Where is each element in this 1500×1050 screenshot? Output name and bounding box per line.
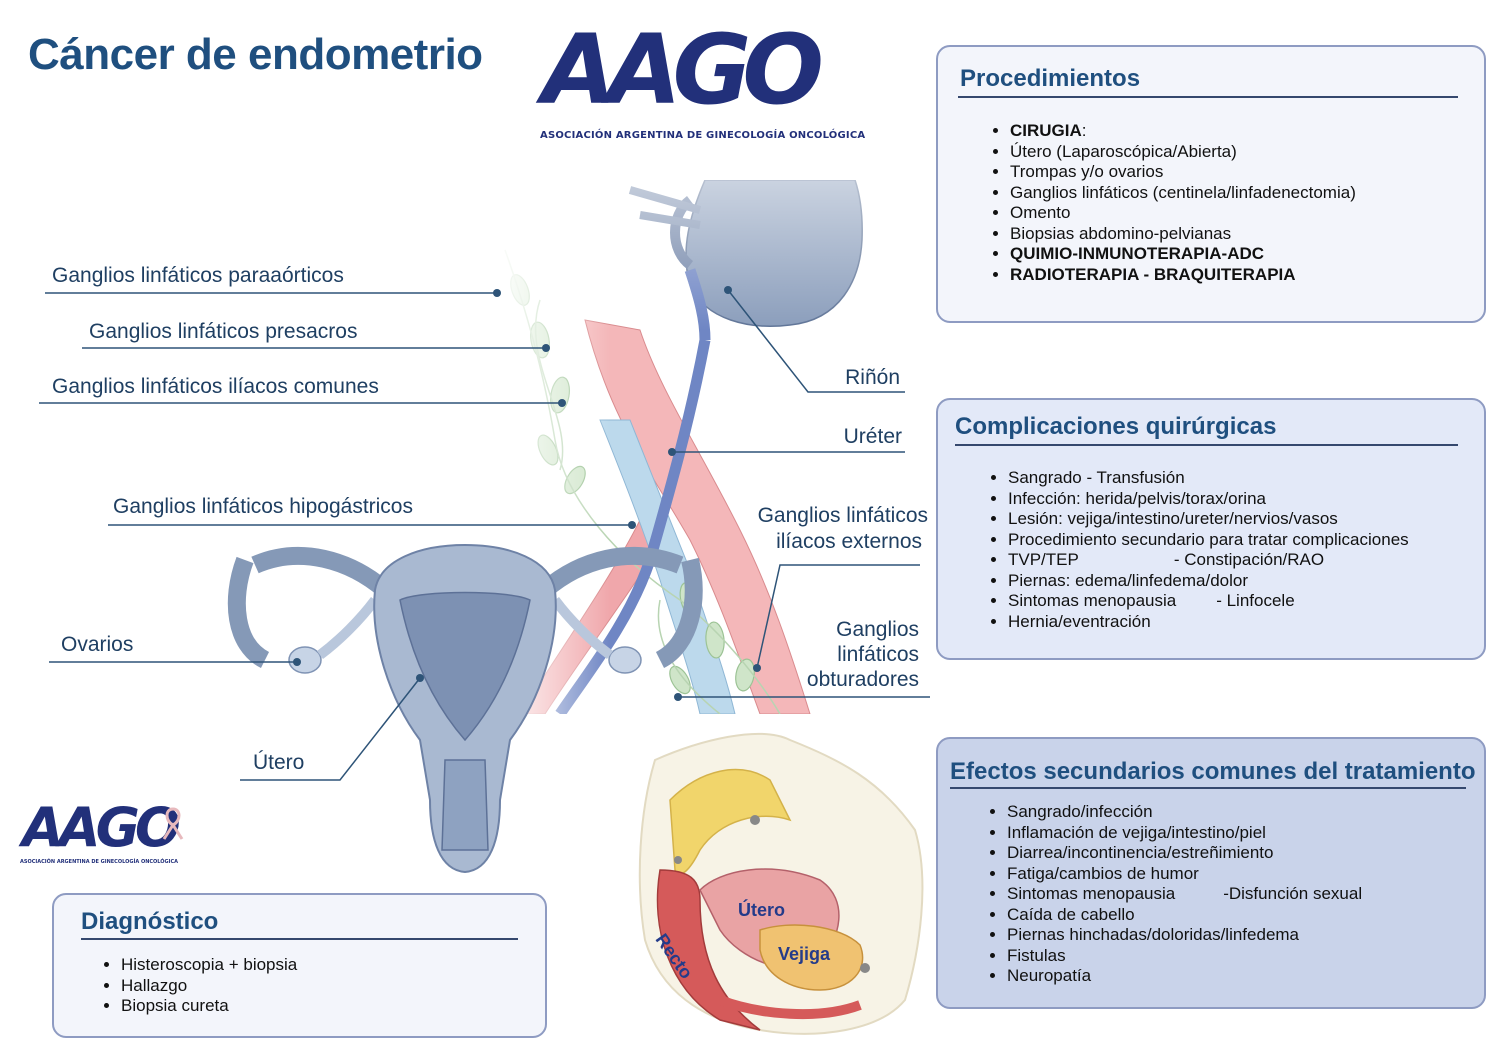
list-item: • Neuropatía: [1007, 966, 1362, 987]
list-item: • Sangrado/infección: [1007, 802, 1362, 823]
label-ureter: Uréter: [843, 425, 902, 448]
procedimientos-panel: [936, 45, 1486, 323]
efectos-list: [985, 802, 1362, 987]
list-item: • Sintomas menopausia -Disfunción sexual: [1007, 884, 1362, 905]
list-item: • Biopsia cureta: [121, 996, 297, 1017]
label-rinon: Riñón: [845, 366, 900, 389]
list-item: • Omento: [1010, 203, 1356, 224]
list-item: • Diarrea/incontinencia/estreñimiento: [1007, 843, 1362, 864]
logo-small-letters: AAGO: [22, 796, 176, 859]
list-item: • Trompas y/o ovarios: [1010, 162, 1356, 183]
list-item: • Fistulas: [1007, 946, 1362, 967]
logo-letters: AAGO: [542, 14, 815, 126]
label-presacros: Ganglios linfáticos presacros: [89, 320, 358, 343]
logo-subtitle: ASOCIACIÓN ARGENTINA DE GINECOLOGÍA ONCOLÓGICA: [540, 130, 866, 141]
list-item: • Hallazgo: [121, 976, 297, 997]
diagnostico-list: [99, 955, 297, 1017]
list-item: • Ganglios linfáticos (centinela/linfadenectomia): [1010, 183, 1356, 204]
list-item: • QUIMIO-INMUNOTERAPIA-ADC: [1010, 244, 1356, 265]
list-item: • Útero (Laparoscópica/Abierta): [1010, 142, 1356, 163]
pelvis-label-utero: Útero: [738, 900, 786, 920]
list-item: • Procedimiento secundario para tratar complicaciones: [1008, 530, 1409, 551]
pelvis-label-vejiga: Vejiga: [778, 944, 831, 964]
list-item: • Fatiga/cambios de humor: [1007, 864, 1362, 885]
label-obturadores-1: Ganglios: [836, 618, 919, 641]
list-item: • Piernas hinchadas/doloridas/linfedema: [1007, 925, 1362, 946]
aago-logo-small: [20, 796, 180, 871]
list-item: • TVP/TEP - Constipación/RAO: [1008, 550, 1409, 571]
pelvis-label-recto: Recto: [651, 930, 697, 983]
list-item: • Sangrado - Transfusión: [1008, 468, 1409, 489]
pelvis-model-shape: [640, 734, 923, 1034]
list-item: • Lesión: vejiga/intestino/ureter/nervios/vasos: [1008, 509, 1409, 530]
list-item: • RADIOTERAPIA - BRAQUITERAPIA: [1010, 265, 1356, 286]
list-item: • CIRUGIA:: [1010, 121, 1356, 142]
label-obturadores-3: obturadores: [806, 668, 919, 691]
label-utero: Útero: [253, 751, 305, 774]
page-title: Cáncer de endometrio: [28, 30, 483, 79]
complicaciones-list: [986, 468, 1409, 632]
label-iliacos-comunes: Ganglios linfáticos ilíacos comunes: [52, 375, 379, 398]
label-externos-1: Ganglios linfáticos: [757, 504, 928, 527]
list-item: • Inflamación de vejiga/intestino/piel: [1007, 823, 1362, 844]
label-paraaorticos: Ganglios linfáticos paraaórticos: [52, 264, 344, 287]
complicaciones-panel: [936, 398, 1486, 660]
procedimientos-list: [988, 121, 1356, 285]
list-item: • Histeroscopia + biopsia: [121, 955, 297, 976]
diagnostico-panel: [52, 893, 547, 1038]
diagnostico-title: Diagnóstico: [81, 908, 219, 935]
label-ovarios: Ovarios: [61, 633, 134, 656]
logo-small-subtitle: ASOCIACIÓN ARGENTINA DE GINECOLOGÍA ONCOLÓGICA: [20, 859, 179, 865]
efectos-rule: [950, 787, 1466, 789]
list-item: • Biopsias abdomino-pelvianas: [1010, 224, 1356, 245]
efectos-title: Efectos secundarios comunes del tratamiento: [950, 758, 1476, 785]
efectos-panel: [936, 737, 1486, 1009]
procedimientos-title: Procedimientos: [960, 65, 1141, 92]
label-hipogastricos: Ganglios linfáticos hipogástricos: [113, 495, 413, 518]
list-item: • Hernia/eventración: [1008, 612, 1409, 633]
procedimientos-rule: [958, 96, 1458, 98]
label-externos-2: ilíacos externos: [776, 530, 922, 553]
ribbon-icon: [160, 807, 186, 841]
complicaciones-title: Complicaciones quirúrgicas: [955, 413, 1277, 440]
list-item: • Sintomas menopausia - Linfocele: [1008, 591, 1409, 612]
complicaciones-rule: [955, 444, 1458, 446]
diagnostico-rule: [81, 938, 518, 940]
list-item: • Caída de cabello: [1007, 905, 1362, 926]
label-obturadores-2: linfáticos: [837, 643, 919, 666]
list-item: • Infección: herida/pelvis/torax/orina: [1008, 489, 1409, 510]
list-item: • Piernas: edema/linfedema/dolor: [1008, 571, 1409, 592]
